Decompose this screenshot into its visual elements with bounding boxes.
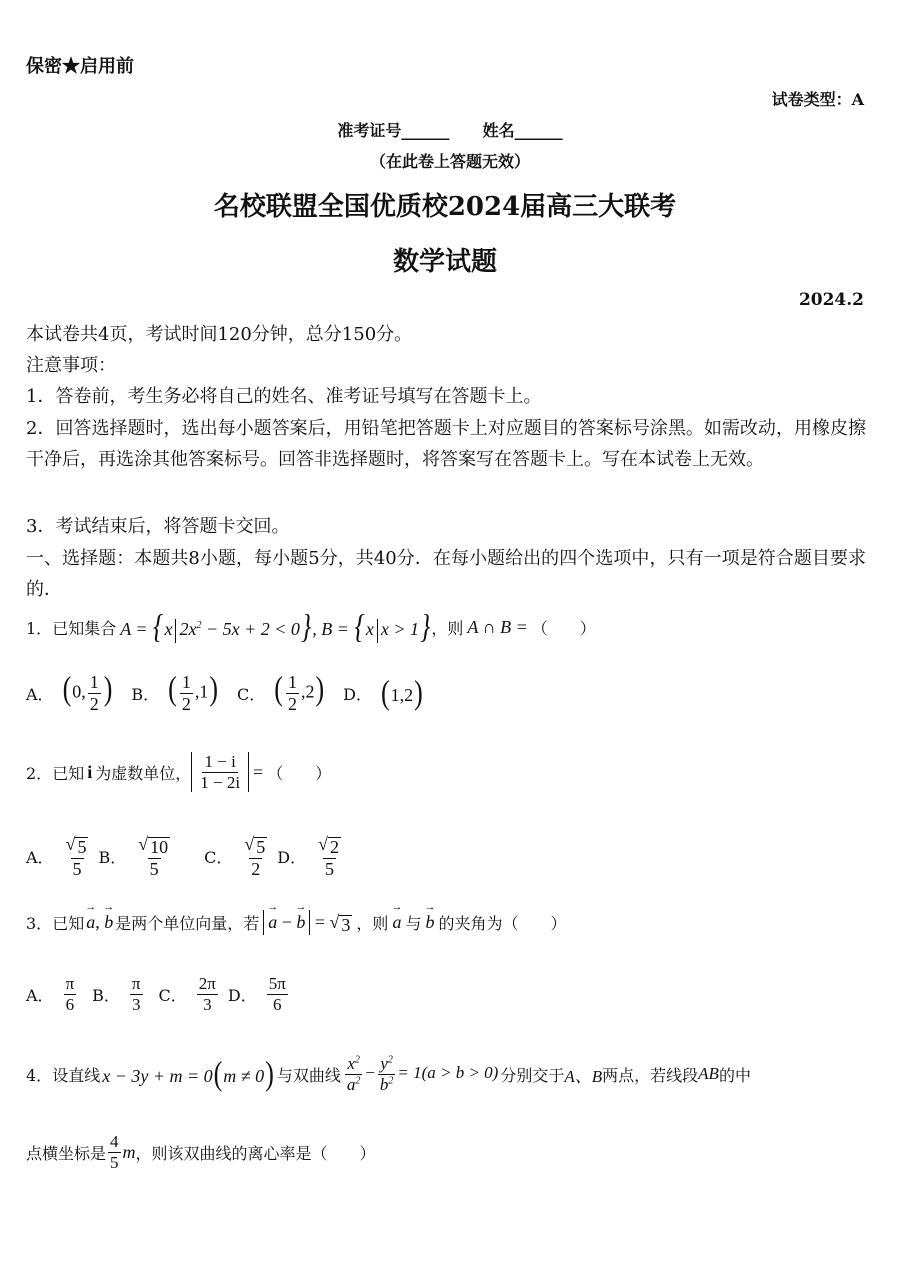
question-text: 与双曲线 xyxy=(276,1065,341,1085)
note-2: 2．回答选择题时，选出每小题答案后，用铅笔把答题卡上对应题目的答案标号涂黑。如需改动，用橡皮擦干净后，再选涂其他答案标号。回答非选择题时，将答案写在答题卡上。写在本试卷上无效。 xyxy=(26,418,866,470)
question-text: 的夹角为 xyxy=(438,914,503,934)
answer-paren: （ ） xyxy=(531,618,596,638)
confidential-label: 保密★启用前 xyxy=(26,56,134,77)
formula: $\frac{1 - i}{1 - 2i}$ xyxy=(191,752,249,792)
candidate-info xyxy=(0,118,900,141)
formula: i xyxy=(87,761,93,782)
question-text: 点横坐标是 xyxy=(26,1143,107,1163)
question-text: ，则 xyxy=(431,618,464,638)
formula: $\frac{4}{5}$ xyxy=(110,1132,119,1172)
exam-id-label: 准考证号 xyxy=(337,121,402,140)
formula: $\frac{x^2}{a^2}$ − $\frac{y^2}{b^2}$ = 1(a > b > 0) xyxy=(346,1054,499,1094)
answer-paren: （ ） xyxy=(311,1143,376,1163)
formula: A ∩ B = xyxy=(467,616,528,637)
exam-id-blank: ______ xyxy=(401,121,450,140)
question-2: 2． 已知 i 为虚数单位， $\frac{1 - i}{1 - 2i}$ = （ ） xyxy=(26,752,332,792)
exam-title: 名校联盟全国优质校2024届高三大联考 xyxy=(213,192,677,222)
question-number: 2． xyxy=(26,763,53,783)
question-1-options xyxy=(26,669,424,714)
option-a-value: (0, $\frac{1}{2}$ ) xyxy=(62,669,113,714)
option-d-label: D． xyxy=(277,848,307,868)
option-a-label: A． xyxy=(26,848,54,868)
question-1 xyxy=(26,607,596,646)
option-d-label: D． xyxy=(227,985,257,1005)
question-text: 的中 xyxy=(718,1065,751,1085)
option-a-label: A． xyxy=(26,684,54,704)
option-a-value: √ 5 5 xyxy=(65,834,87,879)
section-1-heading: 一、选择题：本题共8小题，每小题5分，共40分．在每小题给出的四个选项中，只有一项是符合题目要求的． xyxy=(26,548,866,600)
formula: A = {x $2x^2 - 5x + 2 < 0$}, B = {x x > 1} xyxy=(120,607,431,646)
option-a-label: A． xyxy=(26,985,54,1005)
option-c-value: ( $\frac{1}{2}$ ,2) xyxy=(274,669,325,714)
question-3: 3． 已知 → a, → b 是两个单位向量，若 → a − → b = √ 3 ，则 → a 与 → b 的夹角为 （ ） xyxy=(26,910,566,936)
option-a-value: $\frac{\pi}{6}$ xyxy=(65,974,75,1014)
option-c-label: C． xyxy=(237,684,266,704)
paper-type: 试卷类型：A xyxy=(771,90,864,109)
name-label: 姓名 xyxy=(482,121,515,140)
note-3: 3．考试结束后，将答题卡交回。 xyxy=(26,516,290,537)
question-text: ，则该双曲线的离心率是 xyxy=(135,1143,312,1163)
option-b-value: √ 10 5 xyxy=(138,834,169,879)
question-4-continued: 点横坐标是 $\frac{4}{5}$ m ，则该双曲线的离心率是 （ ） xyxy=(26,1132,376,1172)
option-d-value: $\frac{5\pi}{6}$ xyxy=(268,974,286,1014)
question-text: 已知 xyxy=(52,914,85,934)
note-1: 1．答卷前，考生务必将自己的姓名、准考证号填写在答题卡上。 xyxy=(26,386,542,407)
question-text: 已知集合 xyxy=(52,618,117,638)
question-2-options xyxy=(26,834,345,879)
invalid-note: （在此卷上答题无效） xyxy=(369,152,530,171)
question-text: 设直线 xyxy=(52,1065,101,1085)
option-b-label: B． xyxy=(92,985,120,1005)
exam-summary: 本试卷共4页，考试时间120分钟，总分150分。 xyxy=(26,324,413,345)
subject-title: 数学试题 xyxy=(392,247,497,277)
notes-title: 注意事项： xyxy=(26,355,116,376)
option-b-value: ( $\frac{1}{2}$ ,1) xyxy=(168,669,219,714)
option-d-value: √ 2 5 xyxy=(318,834,339,879)
formula: x − 3y + m = 0(m ≠ 0) xyxy=(102,1054,274,1093)
question-text: 已知 xyxy=(52,763,85,783)
name-blank: ______ xyxy=(514,121,563,140)
answer-paren: （ ） xyxy=(267,763,332,783)
question-number: 1． xyxy=(26,618,53,638)
option-c-value: $\frac{2\pi}{3}$ xyxy=(198,974,216,1014)
question-text: 分别交于 xyxy=(500,1065,565,1085)
option-c-value: √ 5 2 xyxy=(244,834,266,879)
question-text: 是两个单位向量，若 xyxy=(115,914,260,934)
question-4: 4． 设直线 x − 3y + m = 0(m ≠ 0) 与双曲线 $\frac{x^2}{a^2}$ − $\frac{y^2}{b^2}$ = 1(a > b > 0) 分别交于 A、B 两点，若线段 AB 的中 xyxy=(26,1054,751,1094)
option-c-label: C． xyxy=(204,848,233,868)
option-b-label: B． xyxy=(131,684,160,704)
formula: → a, → b xyxy=(86,912,113,933)
question-number: 4． xyxy=(26,1065,53,1085)
formula: → a − → b = √ 3 xyxy=(263,910,352,936)
option-d-value: (1,2) xyxy=(380,673,423,712)
option-b-value: $\frac{\pi}{3}$ xyxy=(131,974,141,1014)
exam-date: 2024.2 xyxy=(798,290,864,310)
question-number: 3． xyxy=(26,914,53,934)
question-text: 两点，若线段 xyxy=(602,1065,699,1085)
option-d-label: D． xyxy=(343,684,372,704)
option-c-label: C． xyxy=(158,985,187,1005)
question-text: 为虚数单位， xyxy=(95,763,192,783)
question-text: ，则 xyxy=(356,914,389,934)
option-b-label: B． xyxy=(98,848,127,868)
answer-paren: （ ） xyxy=(502,914,567,934)
question-3-options xyxy=(26,974,290,1014)
question-text: 与 xyxy=(405,914,422,934)
